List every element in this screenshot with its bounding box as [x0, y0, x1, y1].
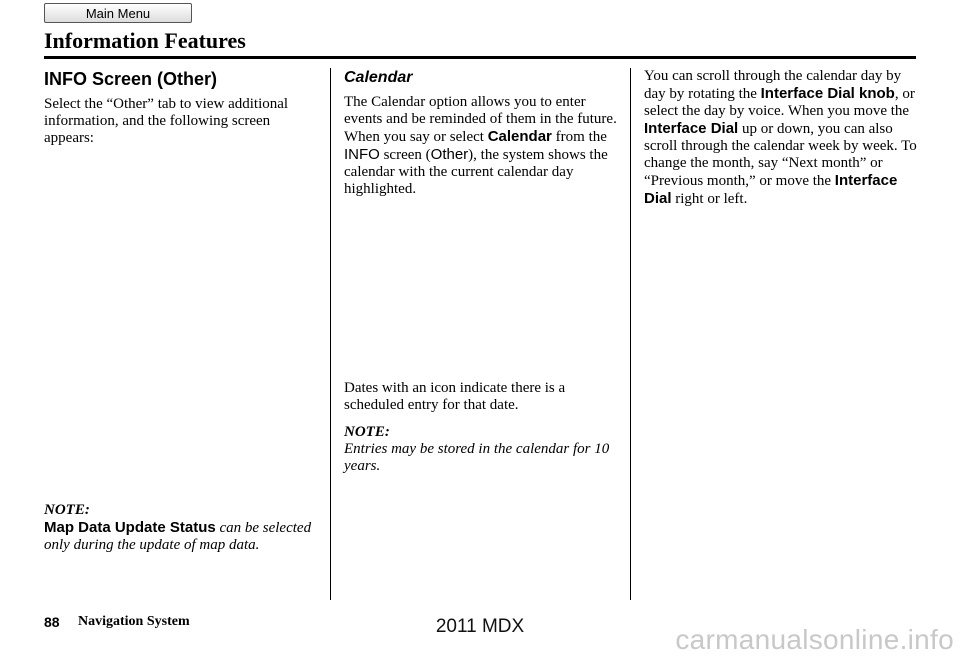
- intro-paragraph: Select the “Other” tab to view additional information, and the following screen appears:: [44, 96, 289, 146]
- note-term-map-data-update-status: Map Data Update Status: [44, 519, 216, 536]
- term-interface-dial-2: Interface Dial: [644, 172, 898, 207]
- main-menu-button[interactable]: Main Menu: [44, 3, 192, 23]
- scroll-paragraph: [644, 68, 920, 208]
- column-divider-1: [330, 68, 331, 600]
- calendar-note-text: Entries may be stored in the calendar for 10 years.: [344, 441, 610, 474]
- section-heading-calendar: Calendar: [344, 69, 413, 86]
- page-title: Information Features: [44, 28, 246, 53]
- column-calendar-scroll: [644, 68, 920, 208]
- title-divider: [44, 56, 916, 59]
- term-info: INFO: [344, 146, 380, 163]
- footer-watermark-site: carmanualsonline.info: [675, 624, 954, 655]
- term-calendar: Calendar: [487, 128, 552, 145]
- screen-image-placeholder: [44, 147, 320, 502]
- calendar-note-block: [344, 424, 620, 475]
- column-divider-2: [630, 68, 631, 600]
- term-other: Other: [430, 146, 469, 163]
- term-interface-dial-knob: Interface Dial knob: [760, 85, 895, 102]
- scroll-text-d: right or left.: [671, 191, 748, 207]
- calendar-text-d: ), the system shows the calendar with the current calendar day highlighted.: [344, 147, 608, 197]
- page-number: 88: [44, 614, 60, 630]
- note-label: NOTE:: [44, 502, 90, 518]
- calendar-image-placeholder: [344, 198, 620, 380]
- scroll-text-b: , or select the day by voice. When you move the: [644, 86, 915, 119]
- calendar-text-b: from the: [551, 129, 607, 145]
- note-block: [44, 502, 320, 554]
- term-interface-dial: Interface Dial: [644, 120, 739, 137]
- footer-model: 2011 MDX: [435, 616, 525, 637]
- note-text: can be selected only during the update of map data.: [44, 520, 312, 553]
- scroll-text-a: You can scroll through the calendar day by day by rotating the: [644, 68, 902, 102]
- section-heading-info-screen-other: INFO Screen (Other): [44, 69, 218, 89]
- calendar-text-c: screen (: [379, 147, 431, 163]
- column-info-screen-other: [44, 68, 320, 554]
- column-calendar: [344, 68, 620, 475]
- dates-icon-paragraph: Dates with an icon indicate there is a scheduled entry for that date.: [344, 380, 566, 413]
- calendar-text-a: The Calendar option allows you to enter events and be reminded of them in the future. When you say or select: [344, 94, 617, 145]
- calendar-paragraph: [344, 94, 620, 198]
- footer-system-label: Navigation System: [78, 614, 190, 629]
- scroll-text-c: up or down, you can also scroll through the calendar week by week. To change the month, say “Next month” or “Previous month,” or move the: [644, 121, 917, 189]
- calendar-note-label: NOTE:: [344, 424, 390, 440]
